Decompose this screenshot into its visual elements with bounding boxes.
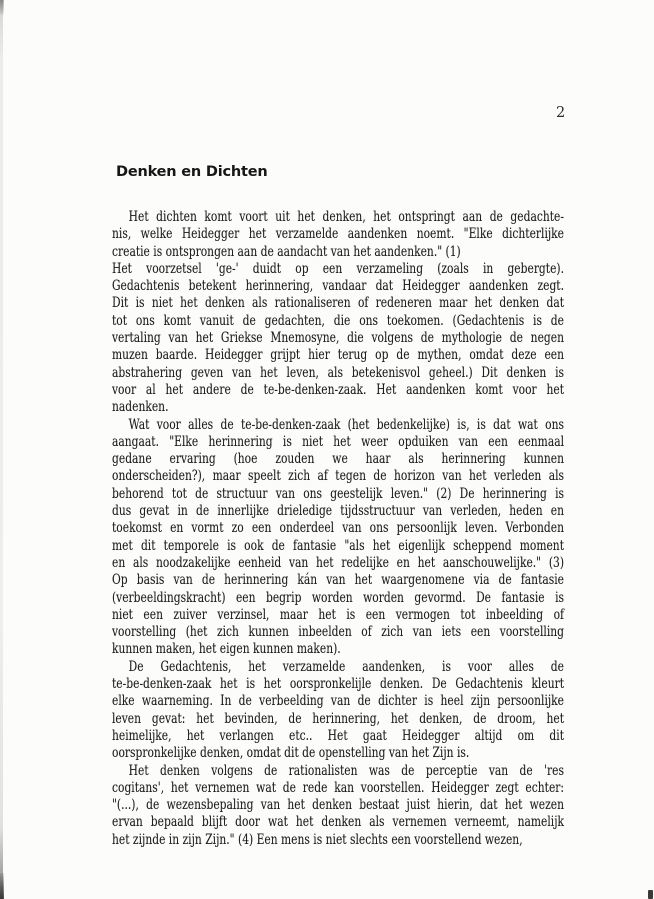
text-line: nis, welke Heidegger het verzamelde aandenken noemt. "Elke dichterlijke: [112, 226, 565, 243]
text-line: behorend tot de structuur van ons geestelijk leven." (2) De herinnering is: [112, 485, 565, 502]
text-line: het zijnde in zijn Zijn." (4) Een mens is niet slechts een voorstellend wezen,: [112, 831, 523, 848]
text-line: te-be-denken-zaak het is het oorspronkelijle denken. De Gedachtenis kleurt: [112, 676, 565, 693]
text-line: voor al het andere de te-be-denken-zaak. Het aandenken komt voor het: [112, 381, 565, 398]
text-line: tot ons komt vanuit de gedachten, die ons toekomen. (Gedachtenis is de: [112, 312, 565, 329]
text-line: heimelijke, het verlangen etc.. Het gaat Heidegger altijd om dit: [112, 727, 565, 744]
scan-smudge-bottom-left: [0, 873, 4, 899]
scan-smudge-top-left: [0, 0, 4, 15]
text-line: vertaling van het Griekse Mnemosyne, die volgens de mythologie de negen: [112, 330, 565, 347]
text-line: voorstelling (het zich kunnen inbeelden of zich van iets een voorstelling: [112, 624, 565, 641]
text-line: elke waarneming. In de verbeelding van de dichter is heel zijn persoonlijke: [112, 693, 565, 710]
text-line: en als noodzakelijke eenheid van het redelijke en het aanschouwelijke." (3): [112, 554, 565, 571]
text-line: muzen baarde. Heidegger grijpt hier terug op de mythen, omdat deze een: [112, 347, 565, 364]
text-line: ervan bepaald blijft door wat het denken als vernemen verneemt, namelijk: [112, 814, 565, 831]
text-line: Dit is niet het denken als rationaliseren of redeneren maar het denken dat: [112, 295, 565, 312]
text-line: oorspronkelijke denken, omdat dit de openstelling van het Zijn is.: [112, 745, 470, 762]
text-line: gedane ervaring (hoe zouden we haar als herinnering kunnen: [112, 451, 565, 468]
text-line: niet een zuiver verzinsel, maar het is een vermogen tot inbeelding of: [112, 606, 565, 623]
text-line: onderscheiden?), maar speelt zich af tegen de horizon van het verleden als: [112, 468, 565, 485]
text-line: Het dichten komt voort uit het denken, het ontspringt aan de gedachte-: [128, 209, 565, 225]
text-line: Op basis van de herinnering kán van het waargenomene via de fantasie: [112, 572, 565, 589]
text-line: Het voorzetsel 'ge-' duidt op een verzameling (zoals in gebergte).: [112, 260, 565, 277]
text-line: Het denken volgens de rationalisten was de perceptie van de 'res: [128, 762, 565, 779]
page-number: 2: [556, 105, 566, 121]
text-line: aangaat. "Elke herinnering is niet het weer opduiken van een eenmaal: [112, 433, 565, 450]
body-text: [112, 209, 564, 849]
text-line: leven gevat: het bevinden, de herinnering, het denken, de droom, het: [112, 710, 565, 727]
scan-edge-artifact: [0, 0, 3, 899]
text-line: nadenken.: [112, 399, 169, 416]
text-line: kunnen maken, het eigen kunnen maken).: [112, 641, 341, 658]
text-line: dus gevat in de innerlijke drieledige tijdsstructuur van verleden, heden en: [112, 503, 565, 520]
text-line: met dit temporele is ook de fantasie "als het eigenlijk scheppend moment: [112, 537, 565, 554]
text-line: Gedachtenis betekent herinnering, vandaar dat Heidegger aandenken zegt.: [112, 278, 565, 295]
page-title: Denken en Dichten: [116, 164, 268, 180]
text-line: abstrahering geven van het leven, als betekenisvol geheel.) Dit denken is: [112, 364, 565, 381]
text-line: Wat voor alles de te-be-denken-zaak (het bedenkelijke) is, is dat wat ons: [128, 416, 565, 433]
text-line: toekomst en vormt zo een onderdeel van ons persoonlijk leven. Verbonden: [112, 520, 565, 537]
text-line: "(...), de wezensbepaling van het denken bestaat juist hierin, dat het wezen: [112, 797, 565, 814]
text-line: cogitans', het vernemen wat de rede kan voorstellen. Heidegger zegt echter:: [112, 779, 565, 796]
text-line: (verbeeldingskracht) een begrip worden worden gevormd. De fantasie is: [112, 589, 565, 606]
text-line: De Gedachtenis, het verzamelde aandenken, is voor alles de: [128, 658, 565, 675]
text-line: creatie is ontsprongen aan de aandacht van het aandenken." (1): [112, 243, 461, 260]
scan-smudge-bottom-right: [648, 890, 653, 899]
